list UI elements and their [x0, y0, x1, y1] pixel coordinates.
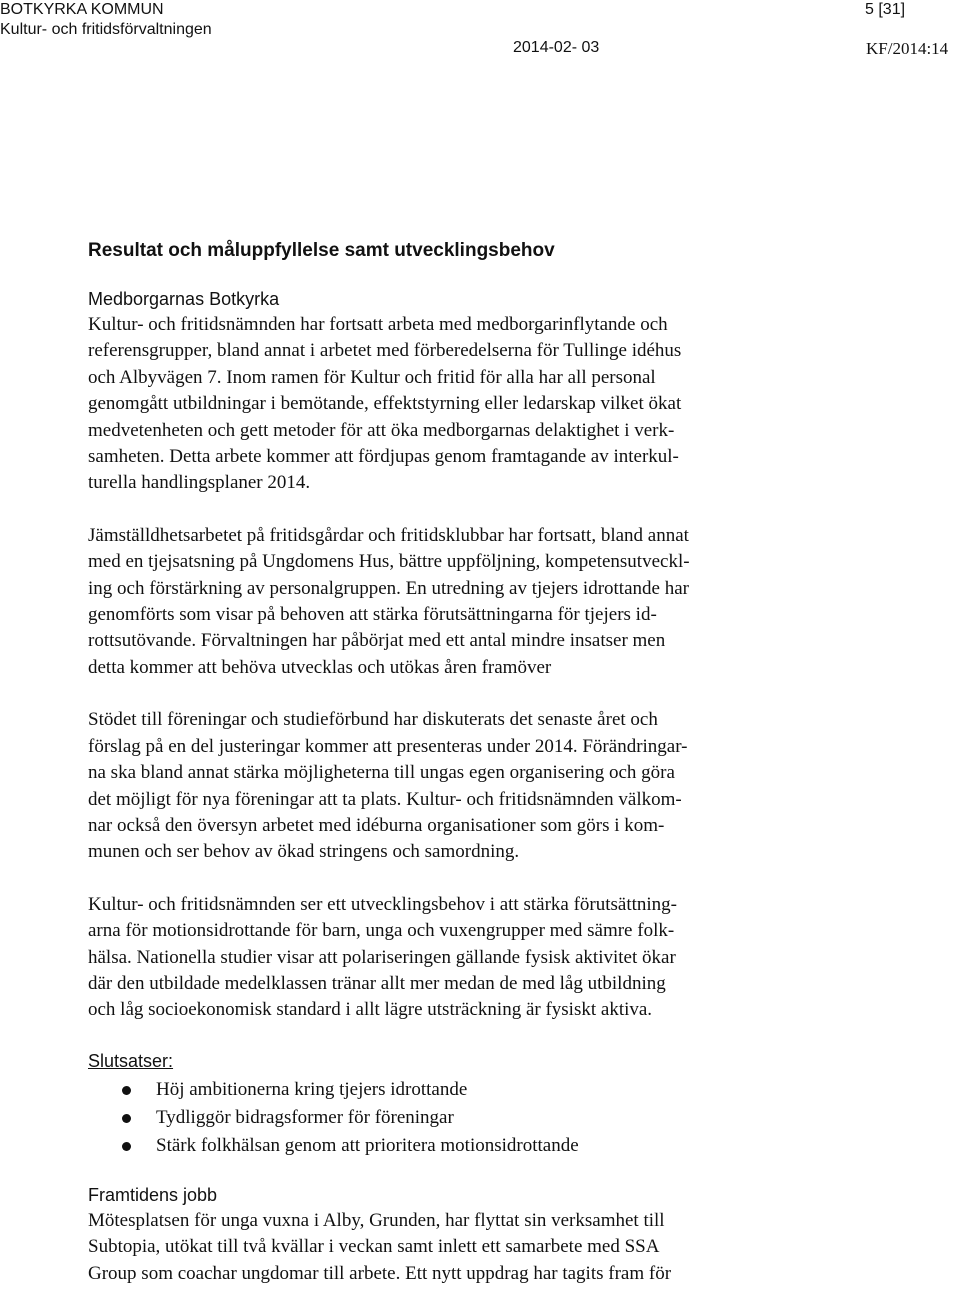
conclusions-heading: Slutsatser: — [88, 1050, 174, 1071]
paragraph-line: samheten. Detta arbete kommer att fördjupas genom framtagande av interkul- — [88, 446, 679, 468]
paragraph-line: hälsa. Nationella studier visar att polariseringen gällande fysisk aktivitet ökar — [88, 946, 676, 968]
bullet-icon — [122, 1114, 131, 1123]
list-item — [88, 1076, 828, 1104]
bullet-icon — [122, 1086, 131, 1095]
paragraph-2 — [88, 523, 828, 681]
paragraph-3 — [88, 707, 828, 865]
paragraph-line: och låg socioekonomisk standard i allt lägre utsträckning är fysiskt aktiva. — [88, 999, 653, 1021]
paragraph-1 — [88, 312, 828, 497]
bullet-icon — [122, 1142, 131, 1151]
paragraph-line: genomförts som visar på behoven att stärka förutsättningarna för tjejers id- — [88, 604, 657, 626]
document-reference: KF/2014:14 — [866, 39, 949, 58]
document-date: 2014-02- 03 — [513, 39, 600, 56]
paragraph-line: referensgrupper, bland annat i arbetet med förberedelserna för Tullinge idéhus — [88, 340, 682, 362]
paragraph-line: arna för motionsidrottande för barn, unga och vuxengrupper med sämre folk- — [88, 920, 675, 942]
list-item-text: Höj ambitionerna kring tjejers idrottande — [156, 1078, 468, 1100]
paragraph-line: turella handlingsplaner 2014. — [88, 472, 311, 494]
paragraph-line: Group som coachar ungdomar till arbete. Ett nytt uppdrag har tagits fram för — [88, 1262, 672, 1284]
paragraph-line: det möjligt för nya föreningar att ta plats. Kultur- och fritidsnämnden välkom- — [88, 788, 682, 810]
paragraph-line: nar också den översyn arbetet med idéburna organisationer som görs i kom- — [88, 814, 665, 836]
subheading-framtidens-jobb: Framtidens jobb — [88, 1184, 218, 1205]
paragraph-line: Kultur- och fritidsnämnden har fortsatt arbeta med medborgarinflytande och — [88, 314, 668, 335]
document-header-org — [0, 0, 212, 40]
paragraph-line: genomgått utbildningar i bemötande, effektstyrning eller ledarskap vilket ökat — [88, 393, 682, 415]
paragraph-line: Mötesplatsen för unga vuxna i Alby, Grunden, har flyttat sin verksamhet till — [88, 1209, 665, 1231]
paragraph-line: med en tjejsatsning på Ungdomens Hus, bättre uppföljning, kompetensutveckl- — [88, 551, 690, 573]
paragraph-line: rottsutövande. Förvaltningen har påbörjat med ett antal mindre insatser men — [88, 630, 666, 652]
paragraph-line: medvetenheten och gett metoder för att öka medborgarnas delaktighet i verk- — [88, 419, 675, 441]
conclusions-list — [88, 1076, 828, 1160]
paragraph-line: ing och förstärkning av personalgruppen. En utredning av tjejers idrottande har — [88, 577, 689, 599]
paragraph-line: munen och ser behov av ökad stringens och samordning. — [88, 841, 520, 863]
page-number: 5 [31] — [865, 1, 906, 18]
document-body — [88, 238, 828, 1287]
subheading-medborgarnas-botkyrka: Medborgarnas Botkyrka — [88, 289, 280, 309]
paragraph-line: och Albyvägen 7. Inom ramen för Kultur och fritid för alla har all personal — [88, 366, 656, 388]
section-title: Resultat och måluppfyllelse samt utvecklingsbehov — [88, 240, 555, 261]
list-item-text: Tydliggör bidragsformer för föreningar — [156, 1106, 454, 1128]
paragraph-line: där den utbildade medelklassen tränar allt mer medan de med låg utbildning — [88, 972, 666, 994]
org-name: BOTKYRKA KOMMUN — [0, 1, 164, 18]
paragraph-line: Kultur- och fritidsnämnden ser ett utvecklingsbehov i att stärka förutsättning- — [88, 893, 677, 915]
paragraph-line: Stödet till föreningar och studieförbund har diskuterats det senaste året och — [88, 709, 658, 731]
paragraph-5 — [88, 1208, 828, 1287]
list-item — [88, 1132, 828, 1160]
paragraph-line: förslag på en del justeringar kommer att presenteras under 2014. Förändringar- — [88, 735, 688, 757]
list-item-text: Stärk folkhälsan genom att prioritera motionsidrottande — [156, 1134, 579, 1156]
paragraph-4 — [88, 892, 828, 1024]
list-item — [88, 1104, 828, 1132]
paragraph-line: Subtopia, utökat till två kvällar i veckan samt inlett ett samarbete med SSA — [88, 1236, 660, 1258]
paragraph-line: na ska bland annat stärka möjligheterna till ungas egen organisering och göra — [88, 762, 675, 784]
paragraph-line: detta kommer att behöva utvecklas och utökas åren framöver — [88, 656, 552, 678]
paragraph-line: Jämställdhetsarbetet på fritidsgårdar och fritidsklubbar har fortsatt, bland annat — [88, 524, 689, 546]
department-name: Kultur- och fritidsförvaltningen — [0, 21, 212, 38]
